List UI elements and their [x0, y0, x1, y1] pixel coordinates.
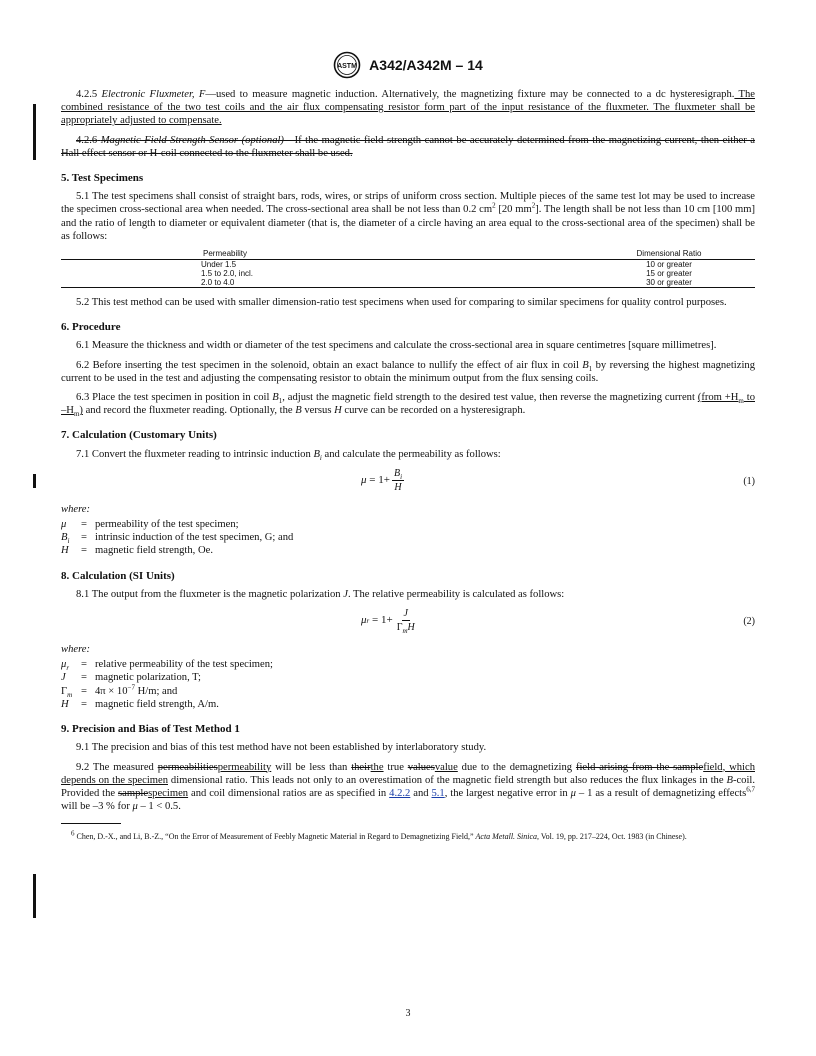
page-number: 3 — [405, 1008, 411, 1019]
equation-2: μ r = 1+ $\frac{J}{\Gamma_mH}$ (2) — [361, 608, 755, 636]
section-reference-link[interactable]: 5.1 — [431, 787, 445, 799]
equation-number: (2) — [743, 616, 755, 628]
section-reference-link[interactable]: 4.2.2 — [389, 787, 411, 799]
section-9-title: 9. Precision and Bias of Test Method 1 — [61, 723, 240, 736]
table-header: Permeability — [61, 249, 523, 260]
table-row: 1.5 to 2.0, incl. 15 or greater — [201, 269, 692, 279]
equation-number: (1) — [743, 475, 755, 487]
where-label: where: — [61, 644, 91, 656]
paragraph-9-1: 9.1 The precision and bias of this test method have not been established by interlaboratory study. — [76, 742, 487, 754]
paragraph-7-1: 7.1 Convert the fluxmeter reading to intrinsic induction $B_i$ and calculate the permeability as follows: — [76, 448, 501, 462]
dimensional-ratio-table — [61, 249, 755, 288]
svg-text:ASTM: ASTM — [337, 63, 358, 70]
inserted-text: (from $+H_m$ to $-H_m$) — [61, 392, 755, 419]
paragraph-5-2: 5.2 This test method can be used with smaller dimension-ratio test specimens when used for comparing to similar specimens for quality control purposes. — [76, 297, 727, 309]
inserted-text: The combined resistance of the two test coils and the air flux compensating resistor form part of the input resistance of the fluxmeter. The fluxmeter shall be appropriately adjusted to compensate. — [61, 89, 755, 127]
paragraph-8-1: 8.1 The output from the fluxmeter is the magnetic polarization J. The relative permeability is calculated as follows: — [76, 588, 565, 600]
section-8-title: 8. Calculation (SI Units) — [61, 569, 175, 582]
footnote-reference[interactable]: 6,7 — [746, 785, 755, 794]
section-7-title: 7. Calculation (Customary Units) — [61, 429, 217, 442]
change-bar-4-2 — [33, 104, 36, 160]
page-header — [0, 50, 816, 80]
page-content — [61, 88, 755, 850]
table-row: 2.0 to 4.0 30 or greater — [61, 278, 755, 288]
equation-1: μ = 1+ $\frac{B_i}{H}$ (1) — [361, 467, 755, 494]
where-label: where: — [61, 503, 91, 515]
footnote-divider — [61, 823, 121, 824]
paragraph-6-1: 6.1 Measure the thickness and width or diameter of the test specimens and calculate the cross-sectional area in square centimetres [square millimetres]. — [76, 340, 717, 352]
change-bar-6-3 — [33, 474, 36, 488]
table-row: Under 1.5 10 or greater — [201, 260, 692, 270]
table-header: Dimensional Ratio — [523, 249, 755, 260]
paragraph-6-2: 6.2 Before inserting the test specimen in the solenoid, obtain an exact balance to nullify the effect of air flux in coil $B_1$ by reversing the highest magnetizing current to be used in the test and adjusting the compensating resistor to obtain the minimum output from the flux sensing coils. — [61, 359, 755, 384]
section-6-title: 6. Procedure — [61, 321, 121, 334]
change-bar-9-2 — [33, 874, 36, 918]
paragraph-6-3: 6.3 Place the test specimen in position in coil $B_1$, adjust the magnetic field strength to the desired test value, then reverse the magnetizing current (from $+H_m$ to $-H_m$) and record the fluxmeter reading. Optionally, the B versus H curve can be recorded on a hysteresigraph. — [61, 392, 755, 419]
definitions-list-8: $\mu_r$ = relative permeability of the test specimen; J = magnetic polarization, T; $\Gamma_m$ = $4\pi \times 10^{-7}$ H/m; and H = magnetic field strength, A/m. — [61, 659, 273, 710]
paragraph-4-2-6-deleted: 4.2.6 Magnetic Field Strength Sensor (optional)—If the magnetic field strength cannot be accurately determined from the magnetizing current, then either a Hall effect sensor or H-coil connected to the fluxmeter shall be used. — [61, 134, 755, 159]
astm-logo-icon — [333, 51, 361, 79]
paragraph-5-1: 5.1 The test specimens shall consist of straight bars, rods, wires, or strips of uniform cross section. Multiple pieces of the same test lot may be used to increase the specimen cross-sectional area when needed. The cross-sectional area shall be not less than 0.2 $cm^2$ [20 $mm^2$]. The length shall be not less than 10 cm [100 mm] and the ratio of length to diameter or equivalent diameter (that is, the diameter of a circle having an area equal to the cross-sectional area of the specimen) shall be as follows: — [61, 191, 756, 242]
document-designation: A342/A342M – 14 — [369, 57, 483, 73]
paragraph-9-2: 9.2 The measured permeabilitiespermeability will be less than theirthe true valuesvalue due to the demagnetizing field arising from the samplefield, which depends on the specimen dimensional ratio. This leads not only to an overestimation of the magnetic field strength but also reduces the flux linkages in the B-coil. Provided the samplespecimen and coil dimensional ratios are as specified in 4.2.2 and 5.1, the largest negative error in μ – 1 as a result of demagnetizing effects$^{6,7}$ will be –3 % for μ – 1 < 0.5. — [61, 761, 755, 813]
paragraph-4-2-5: 4.2.5 Electronic Fluxmeter, F—used to measure magnetic induction. Alternatively, the magnetizing fixture may be connected to a dc hysteresigraph. The combined resistance of the two test coils and the air flux compensating resistor form part of the input resistance of the fluxmeter. The fluxmeter shall be appropriately adjusted to compensate. — [61, 89, 755, 127]
section-5-title: 5. Test Specimens — [61, 172, 144, 185]
definitions-list-7: μ = permeability of the test specimen; $B_i$ = intrinsic induction of the test specimen, G; and H = magnetic field strength, Oe. — [61, 519, 294, 557]
footnote-6: $^6$ Chen, D.-X., and Li, B.-Z., “On the Error of Measurement of Feebly Magnetic Material in Regard to Demagnetizing Field,” Acta Metall. Sinica, Vol. 19, pp. 217–224, Oct. 1983 (in Chinese). — [71, 829, 687, 842]
